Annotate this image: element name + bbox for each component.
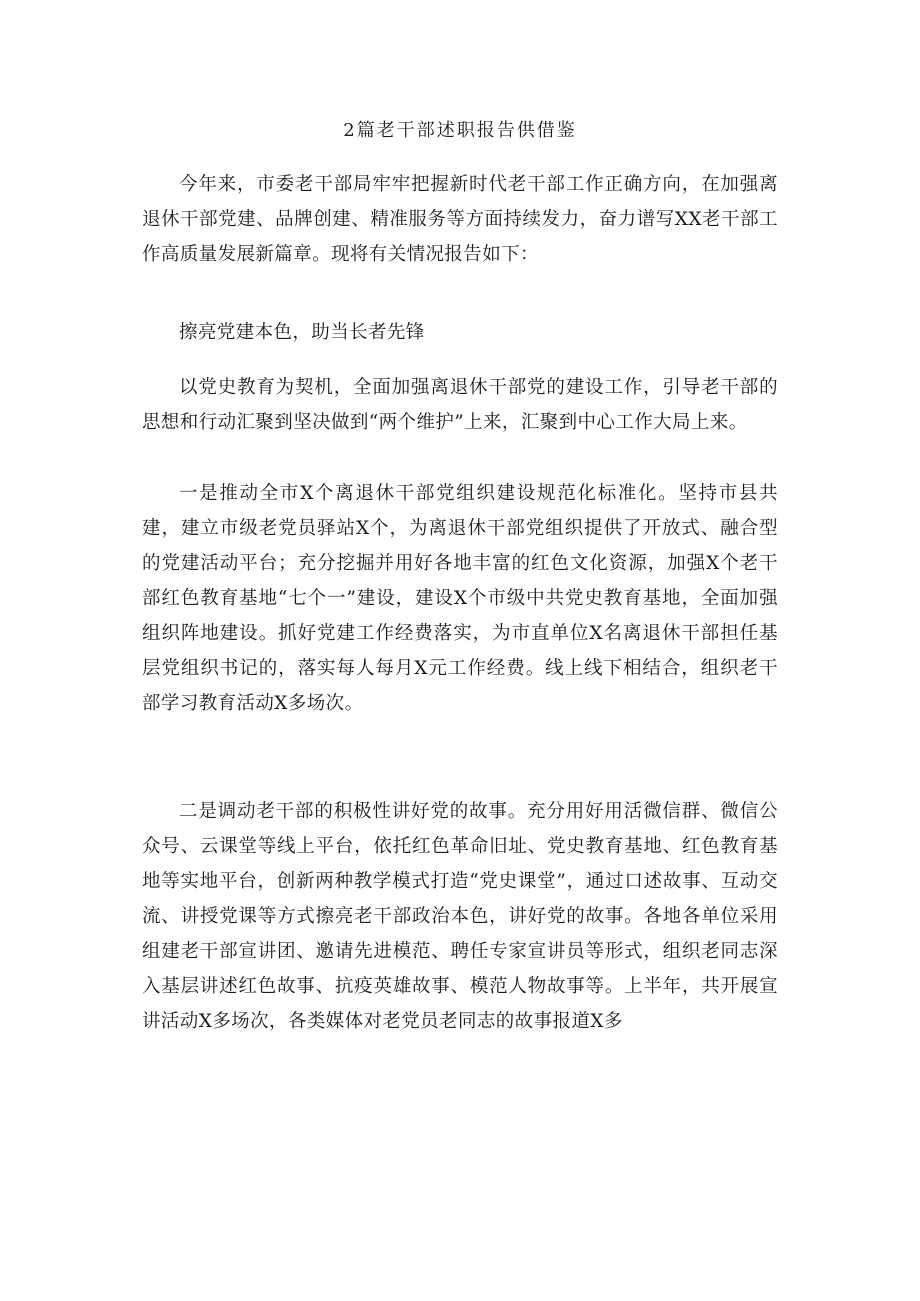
document-title: 2篇老干部述职报告供借鉴 <box>343 120 577 141</box>
point-one-paragraph: 一是推动全市X个离退休干部党组织建设规范化标准化。坚持市县共建，建立市级老党员驿站X个，为离退休干部党组织提供了开放式、融合型的党建活动平台；充分挖掘并用好各地丰富的红色文化资源，加强X个老干部红色教育基地“七个一”建设，建设X个市级中共党史教育基地，全面加强组织阵地建设。抓好党建工作经费落实，为市直单位X名离退休干部担任基层党组织书记的，落实每人每月X元工作经费。线上线下相结合，组织老干部学习教育活动X多场次。 <box>142 483 778 714</box>
point-two-paragraph: 二是调动老干部的积极性讲好党的故事。充分用好用活微信群、微信公众号、云课堂等线上平台，依托红色革命旧址、党史教育基地、红色教育基地等实地平台，创新两种教学模式打造“党史课堂”，通过口述故事、互动交流、讲授党课等方式擦亮老干部政治本色，讲好党的故事。各地各单位采用组建老干部宣讲团、邀请先进模范、聘任专家宣讲员等形式，组织老同志深入基层讲述红色故事、抗疫英雄故事、模范人物故事等。上半年，共开展宣讲活动X多场次，各类媒体对老党员老同志的故事报道X多 <box>142 801 778 1032</box>
section-intro-paragraph: 以党史教育为契机，全面加强离退休干部党的建设工作，引导老干部的思想和行动汇聚到坚决做到“两个维护”上来，汇聚到中心工作大局上来。 <box>142 377 778 433</box>
section-heading: 擦亮党建本色，助当长者先锋 <box>179 322 425 343</box>
intro-paragraph: 今年来，市委老干部局牢牢把握新时代老干部工作正确方向，在加强离退休干部党建、品牌创建、精准服务等方面持续发力，奋力谱写XX老干部工作高质量发展新篇章。现将有关情况报告如下： <box>142 174 778 265</box>
